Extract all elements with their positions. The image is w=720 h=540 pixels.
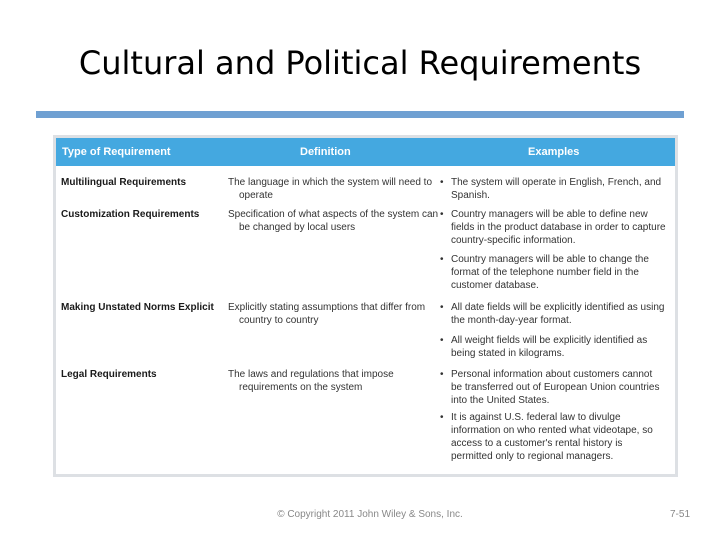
- requirements-table: [53, 135, 678, 477]
- title-underline: [36, 111, 684, 118]
- example-text: All weight fields will be explicitly identified as being stated in kilograms.: [451, 335, 648, 359]
- bullet-icon: •: [440, 209, 444, 220]
- header-type: Type of Requirement: [62, 146, 171, 158]
- row-legal-type: Legal Requirements: [61, 369, 157, 380]
- table-header: [56, 138, 675, 166]
- row-customization-example-1: [440, 208, 666, 247]
- row-customization-example-2: [440, 253, 666, 292]
- example-text: The system will operate in English, French, and Spanish.: [451, 177, 662, 201]
- example-text: Personal information about customers cannot be transferred out of European Union countries into the United States.: [451, 369, 660, 406]
- row-unstated-norms-example-2: [440, 334, 666, 360]
- row-legal-example-2: [440, 411, 666, 463]
- row-unstated-norms-example-1: [440, 301, 666, 327]
- footer-copyright: © Copyright 2011 John Wiley & Sons, Inc.: [277, 509, 463, 520]
- row-unstated-norms-type: Making Unstated Norms Explicit: [61, 302, 214, 313]
- page-number: 7-51: [669, 509, 690, 520]
- bullet-icon: •: [440, 302, 444, 313]
- row-unstated-norms-definition: Explicitly stating assumptions that differ from country to country: [228, 302, 426, 326]
- row-customization-definition: Specification of what aspects of the system can be changed by local users: [228, 209, 439, 233]
- example-text: Country managers will be able to define new fields in the product database in order to capture country-specific information.: [451, 209, 666, 246]
- example-text: Country managers will be able to change the format of the telephone number field in the customer database.: [451, 254, 649, 291]
- bullet-icon: •: [440, 369, 444, 380]
- header-definition: Definition: [300, 146, 351, 158]
- bullet-icon: •: [440, 254, 444, 265]
- row-multilingual-example-1: [440, 176, 666, 202]
- bullet-icon: •: [440, 177, 444, 188]
- example-text: All date fields will be explicitly identified as using the month-day-year format.: [451, 302, 665, 326]
- bullet-icon: •: [440, 412, 444, 423]
- slide-title: Cultural and Political Requirements: [78, 44, 642, 82]
- example-text: It is against U.S. federal law to divulge information on who rented what videotape, so access to a customer's rental history is permitted only to regional managers.: [451, 412, 653, 462]
- row-legal-definition: The laws and regulations that impose requirements on the system: [228, 369, 394, 393]
- row-customization-type: Customization Requirements: [61, 209, 200, 220]
- table-body: [56, 138, 675, 474]
- header-examples: Examples: [528, 146, 580, 158]
- row-multilingual-definition: The language in which the system will need to operate: [228, 177, 433, 201]
- row-multilingual-type: Multilingual Requirements: [61, 177, 187, 188]
- bullet-icon: •: [440, 335, 444, 346]
- row-legal-example-1: [440, 368, 666, 407]
